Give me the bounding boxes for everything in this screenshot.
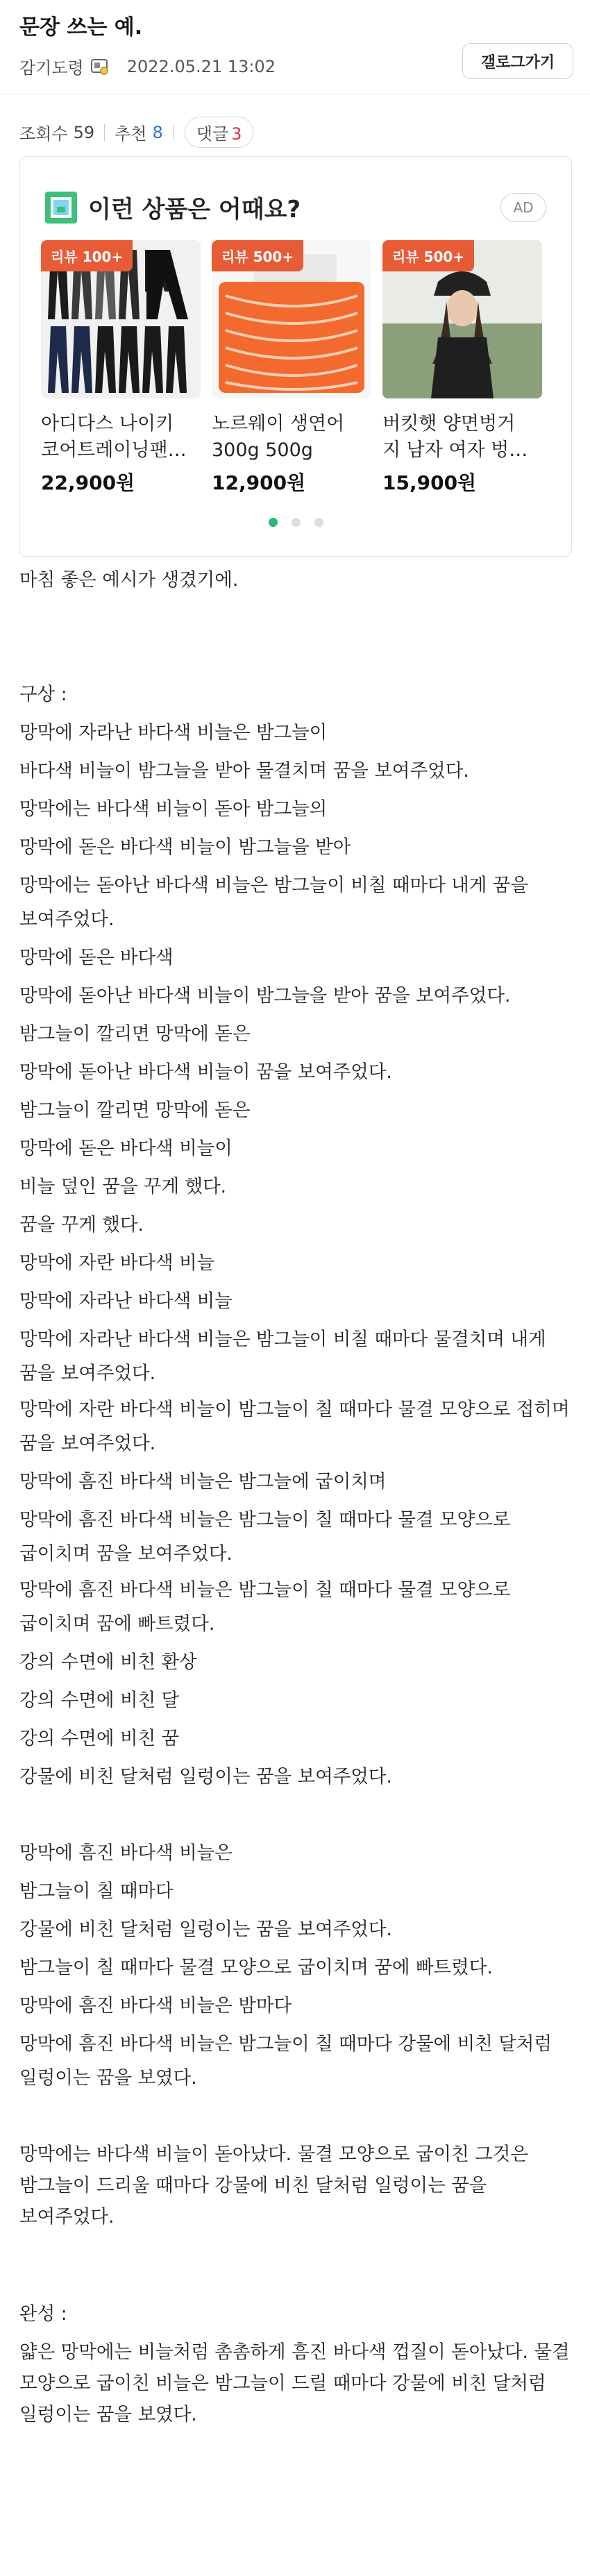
carousel-dot[interactable]: [314, 518, 323, 527]
draft-line: 망막에는 돋아난 바다색 비늘은 밤그늘이 비칠 때마다 내게 꿈을 보여주었다.: [19, 875, 534, 930]
product-name[interactable]: 버킷햇 양면벙거 지 남자 여자 벙…: [382, 413, 528, 461]
draft-line: 밤그늘이 깔리면 망막에 돋은: [19, 1100, 251, 1121]
post-date: 2022.05.21 13:02: [126, 56, 276, 76]
carousel-dot-active[interactable]: [269, 518, 278, 527]
product-price: 15,900원: [382, 471, 477, 494]
product-image[interactable]: [41, 240, 201, 398]
post-stats: [19, 117, 253, 148]
recommend-label: 추천: [115, 124, 147, 144]
draft-line: 망막에 흠진 바다색 비늘은 밤그늘이 칠 때마다 강물에 비친 달처럼 일렁이는 꿈을 보였다.: [19, 2033, 558, 2089]
draft-line: 망막에 흠진 바다색 비늘은 밤마다: [19, 1995, 292, 2017]
blank-line: [19, 637, 575, 675]
ad-product-list: [41, 240, 553, 496]
comments-button[interactable]: [185, 117, 254, 148]
ad-product[interactable]: [212, 240, 371, 496]
draft-line: 망막에 자라난 바다색 비늘은 밤그늘이 비칠 때마다 물결치며 내게 꿈을 보여주었다.: [19, 1329, 552, 1384]
final-label: 완성 :: [19, 2303, 67, 2325]
draft-line: 망막에는 바다색 비늘이 돋아 밤그늘의: [19, 798, 328, 820]
views-count: 59: [73, 122, 95, 142]
draft-line: 망막에 돋아난 바다색 비늘이 밤그늘을 받아 꿈을 보여주었다.: [19, 985, 511, 1007]
draft-line: 망막에 흠진 바다색 비늘은 밤그늘에 굽이치며: [19, 1471, 387, 1492]
draft-line: 비늘 덮인 꿈을 꾸게 했다.: [19, 1176, 227, 1197]
blank-line: [19, 1796, 575, 1834]
draft-paragraph: 망막에는 바다색 비늘이 돋아났다. 물결 모양으로 굽이친 그것은 밤그늘이 드리울 때마다 강물에 비친 달처럼 일렁이는 꿈을 보여주었다.: [19, 2144, 534, 2228]
draft-line: 망막에 자라난 바다색 비늘: [19, 1290, 233, 1312]
ad-product[interactable]: [41, 240, 201, 496]
draft-line: 망막에 돋아난 바다색 비늘이 꿈을 보여주었다.: [19, 1061, 392, 1083]
gallog-button[interactable]: 갤로그가기: [462, 43, 573, 79]
draft-line: 망막에 돋은 바다색 비늘이: [19, 1138, 233, 1159]
final-paragraph: 얇은 망막에는 비늘처럼 촘촘하게 흠진 바다색 껍질이 돋아났다. 물결 모양으로 굽이친 비늘은 밤그늘이 드릴 때마다 강물에 비친 달처럼 일렁이는 꿈을 보였다.: [19, 2341, 576, 2425]
comments-count: 3: [231, 124, 242, 144]
ad-header: [45, 190, 301, 224]
draft-line: 강물에 비친 달처럼 일렁이는 꿈을 보여주었다.: [19, 1766, 392, 1787]
draft-label: 구상 :: [19, 684, 67, 705]
ad-product[interactable]: [382, 240, 542, 496]
draft-line: 꿈을 꾸게 했다.: [19, 1214, 144, 1236]
intro-text: 마침 좋은 예시가 생겼기에.: [19, 569, 239, 591]
ad-box: [19, 156, 572, 557]
stat-divider: [104, 124, 105, 141]
ad-badge[interactable]: AD: [500, 193, 546, 222]
author-name[interactable]: 감기도령: [19, 58, 84, 78]
draft-line: 망막에 흠진 바다색 비늘은 밤그늘이 칠 때마다 물결 모양으로 굽이치며 꿈에 빠트렸다.: [19, 1579, 516, 1635]
carousel-dots: [20, 518, 571, 527]
draft-line: 바다색 비늘이 밤그늘을 받아 물결치며 꿈을 보여주었다.: [19, 760, 469, 782]
blank-line: [19, 599, 575, 637]
product-image[interactable]: [212, 240, 371, 398]
draft-line: 밤그늘이 칠 때마다: [19, 1880, 174, 1902]
review-tag: 리뷰 100+: [41, 240, 133, 271]
draft-line: 망막에 돋은 바다색 비늘이 밤그늘을 받아: [19, 836, 351, 858]
ad-title: 이런 상품은 어때요?: [88, 196, 301, 224]
draft-line: 망막에 자라난 바다색 비늘은 밤그늘이: [19, 722, 328, 743]
blank-line: [19, 2097, 575, 2135]
draft-line: 망막에 자란 바다색 비늘: [19, 1252, 215, 1274]
draft-line: 망막에 돋은 바다색: [19, 947, 174, 968]
stat-divider: [173, 124, 174, 141]
draft-line: 밤그늘이 깔리면 망막에 돋은: [19, 1023, 251, 1045]
draft-line: 망막에 흠진 바다색 비늘은 밤그늘이 칠 때마다 물결 모양으로 굽이치며 꿈을 보여주었다.: [19, 1509, 516, 1565]
views-label: 조회수: [19, 124, 68, 144]
post-title: 문장 쓰는 예.: [19, 15, 143, 40]
recommend-count: 8: [152, 122, 163, 142]
draft-line: 강의 수면에 비친 꿈: [19, 1728, 180, 1749]
blank-line: [19, 2236, 575, 2274]
product-price: 12,900원: [212, 471, 306, 494]
draft-line: 망막에 자란 바다색 비늘이 밤그늘이 칠 때마다 물결 모양으로 접히며 꿈을 보여주었다.: [19, 1399, 576, 1454]
product-name[interactable]: 노르웨이 생연어 300g 500g: [212, 413, 345, 461]
draft-line: 강의 수면에 비친 달: [19, 1690, 180, 1711]
product-price: 22,900원: [41, 471, 135, 494]
draft-line: 강의 수면에 비친 환상: [19, 1651, 197, 1673]
review-tag: 리뷰 500+: [212, 240, 303, 271]
post-body: [19, 561, 575, 2434]
product-name[interactable]: 아디다스 나이키 코어트레이닝팬…: [41, 413, 187, 461]
blank-line: [19, 2274, 575, 2295]
review-tag: 리뷰 500+: [382, 240, 474, 271]
draft-line: 망막에 흠진 바다색 비늘은: [19, 1842, 233, 1864]
draft-line: 강물에 비친 달처럼 일렁이는 꿈을 보여주었다.: [19, 1919, 392, 1940]
comments-label: 댓글: [196, 124, 229, 144]
post-meta: [19, 54, 276, 78]
carousel-dot[interactable]: [292, 518, 301, 527]
ad-logo-icon: [45, 192, 77, 224]
product-image[interactable]: [382, 240, 542, 398]
draft-line: 밤그늘이 칠 때마다 물결 모양으로 굽이치며 꿈에 빠트렸다.: [19, 1957, 493, 1978]
user-badge-icon: [91, 58, 109, 75]
